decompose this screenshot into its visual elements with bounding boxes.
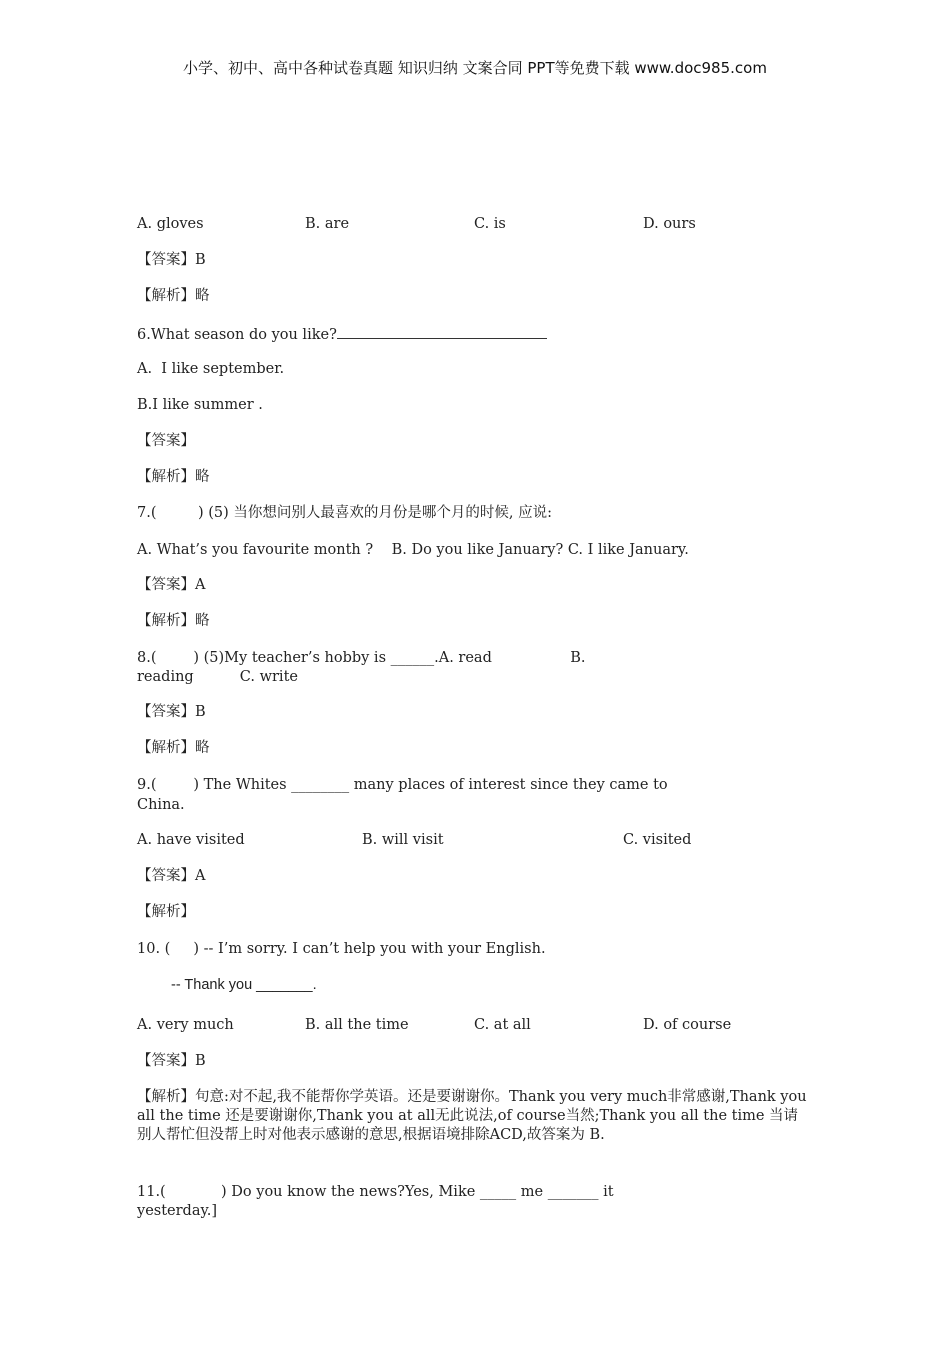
q9-option-c: C. visited bbox=[623, 832, 692, 848]
q11-stem-line2: yesterday.] bbox=[137, 1203, 218, 1219]
q9-stem-line2: China. bbox=[137, 797, 185, 813]
q6-analysis: 【解析】略 bbox=[137, 469, 210, 485]
q5-option-a: A. gloves bbox=[137, 216, 204, 232]
q10-analysis: 【解析】句意:对不起,我不能帮你学英语。还是要谢谢你。Thank you very much非常感谢,Thank you all the time 还是要谢谢你,Thank you at all无此说法,of course当然;Thank you all the time 当请别人帮忙但没帮上时对他表示感谢的意思,根据语境排除ACD,故答案为 B. bbox=[137, 1089, 807, 1143]
q6-answer: 【答案】 bbox=[137, 433, 195, 449]
q9-option-b: B. will visit bbox=[362, 832, 444, 848]
q8-stem-line2: reading C. write bbox=[137, 669, 298, 685]
q5-analysis: 【解析】略 bbox=[137, 288, 210, 304]
q8-answer: 【答案】B bbox=[137, 704, 206, 720]
q7-options: A. What’s you favourite month ? B. Do you like January? C. I like January. bbox=[137, 542, 689, 558]
q10-option-b: B. all the time bbox=[305, 1017, 409, 1033]
q11-stem-line1: 11.( ) Do you know the news?Yes, Mike _____ me _______ it bbox=[137, 1184, 614, 1200]
q7-analysis: 【解析】略 bbox=[137, 613, 210, 629]
q10-stem: 10. ( ) -- I’m sorry. I can’t help you with your English. bbox=[137, 941, 546, 957]
q5-option-d: D. ours bbox=[643, 216, 696, 232]
q9-option-a: A. have visited bbox=[137, 832, 245, 848]
q8-stem-line1: 8.( ) (5)My teacher’s hobby is ______.A. read B. bbox=[137, 650, 586, 666]
q7-answer: 【答案】A bbox=[137, 577, 206, 593]
q10-answer: 【答案】B bbox=[137, 1053, 206, 1069]
q10-option-c: C. at all bbox=[474, 1017, 531, 1033]
q6-stem bbox=[137, 324, 547, 345]
q5-option-b: B. are bbox=[305, 216, 350, 232]
q6-option-b: B.I like summer . bbox=[137, 397, 263, 413]
q6-blank bbox=[337, 324, 547, 339]
q9-stem-line1: 9.( ) The Whites ________ many places of interest since they came to bbox=[137, 777, 668, 793]
q7-stem: 7.( ) (5) 当你想问别人最喜欢的月份是哪个月的时候, 应说: bbox=[137, 505, 552, 521]
q8-analysis: 【解析】略 bbox=[137, 740, 210, 756]
q10-option-a: A. very much bbox=[137, 1017, 234, 1033]
q6-option-a: A. I like september. bbox=[137, 361, 285, 377]
q6-stem-text: 6.What season do you like? bbox=[137, 327, 337, 343]
q10-option-d: D. of course bbox=[643, 1017, 732, 1033]
q5-option-c: C. is bbox=[474, 216, 506, 232]
page-header: 小学、初中、高中各种试卷真题 知识归纳 文案合同 PPT等免费下载 www.doc985.com bbox=[183, 59, 767, 77]
q10-reply: -- Thank you _______. bbox=[171, 977, 317, 993]
q9-answer: 【答案】A bbox=[137, 868, 206, 884]
q9-analysis: 【解析】 bbox=[137, 904, 195, 920]
q5-answer: 【答案】B bbox=[137, 252, 206, 268]
